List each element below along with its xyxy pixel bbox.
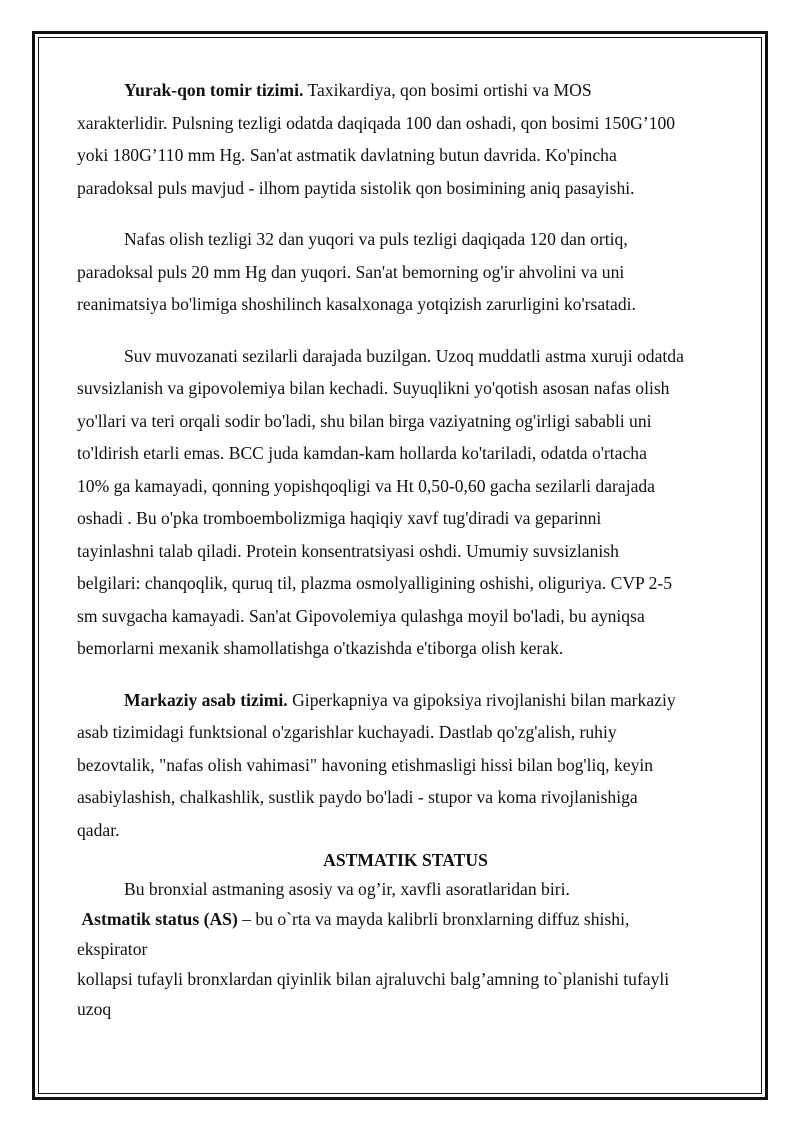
text-line: 10% ga kamayadi, qonning yopishqoqligi va Ht 0,50-0,60 gacha sezilarli darajada — [77, 475, 655, 496]
text-line: sm suvgacha kamayadi. San'at Gipovolemiya qulashga moyil bo'ladi, bu ayniqsa — [77, 605, 645, 626]
text-line: bezovtalik, "nafas olish vahimasi" havoning etishmasligi hissi bilan bog'liq, keyin — [77, 754, 654, 775]
term-astmatik-status: Astmatik status (AS) — [81, 909, 238, 929]
paragraph-definition — [77, 904, 727, 1024]
section-title: ASTMATIK STATUS — [323, 850, 488, 870]
text-line: Suv muvozanati sezilarli darajada buzilgan. Uzoq muddatli astma xuruji odatda — [124, 345, 684, 366]
text-line: oshadi . Bu o'pka tromboembolizmiga haqiqiy xavf tug'diradi va geparinni — [77, 508, 602, 528]
paragraph-nervous-system — [77, 684, 727, 847]
text-line: asabiylashish, chalkashlik, sustlik paydo bo'ladi - stupor va koma rivojlanishiga — [77, 787, 638, 807]
text-line: paradoksal puls 20 mm Hg dan yuqori. San'at bemorning og'ir ahvolini va uni — [77, 261, 625, 282]
text-line: uzoq — [77, 999, 112, 1019]
text-line: paradoksal puls mavjud - ilhom paytida sistolik qon bosimining aniq pasayishi. — [77, 177, 635, 198]
text-line: belgilari: chanqoqlik, quruq til, plazma osmolyalligining oshishi, oliguriya. CVP 2-5 — [77, 573, 673, 593]
text-line: qadar. — [77, 819, 120, 840]
text-line: yo'llari va teri orqali sodir bo'ladi, shu bilan birga vaziyatning og'irligi sababli uni — [77, 410, 652, 431]
paragraph-intro: Bu bronxial astmaning asosiy va og’ir, xavfli asoratlaridan biri. — [124, 879, 570, 899]
text-line: xarakterlidir. Pulsning tezligi odatda daqiqada 100 dan oshadi, qon bosimi 150G’100 — [77, 112, 676, 133]
text-line: bemorlarni mexanik shamollatishga o'tkazishda e'tiborga olish kerak. — [77, 638, 564, 658]
text-line: yoki 180G’110 mm Hg. San'at astmatik davlatning butun davrida. Ko'pincha — [77, 145, 617, 165]
text-line: reanimatsiya bo'limiga shoshilinch kasalxonaga yotqizish zarurligini ko'rsatadi. — [77, 294, 636, 314]
paragraph-heading: Yurak-qon tomir tizimi. — [124, 80, 304, 100]
text-line: asab tizimidagi funktsional o'zgarishlar kuchayadi. Dastlab qo'zg'alish, ruhiy — [77, 722, 617, 742]
text-line: – bu o`rta va mayda kalibrli bronxlarning diffuz shishi, — [237, 909, 630, 929]
text-line: Nafas olish tezligi 32 dan yuqori va puls tezligi daqiqada 120 dan ortiq, — [124, 229, 628, 249]
text-line: Taxikardiya, qon bosimi ortishi va MOS — [303, 80, 592, 100]
paragraph-cardiovascular — [77, 74, 727, 204]
paragraph-respiration — [77, 223, 727, 321]
document-body — [77, 74, 727, 1024]
text-line: suvsizlanish va gipovolemiya bilan kechadi. Suyuqlikni yo'qotish asosan nafas olish — [77, 378, 670, 398]
text-line: to'ldirish etarli emas. BCC juda kamdan-kam hollarda ko'tariladi, odatda o'rtacha — [77, 443, 647, 463]
text-line: tayinlashni talab qiladi. Protein konsentratsiyasi oshdi. Umumiy suvsizlanish — [77, 540, 619, 561]
text-line: kollapsi tufayli bronxlardan qiyinlik bilan ajraluvchi balg’amning to`planishi tufayli — [77, 969, 670, 989]
text-line: Giperkapniya va gipoksiya rivojlanishi bilan markaziy — [287, 689, 676, 710]
text-line: ekspirator — [77, 939, 148, 959]
paragraph-heading: Markaziy asab tizimi. — [124, 689, 288, 710]
paragraph-water-balance — [77, 340, 727, 665]
